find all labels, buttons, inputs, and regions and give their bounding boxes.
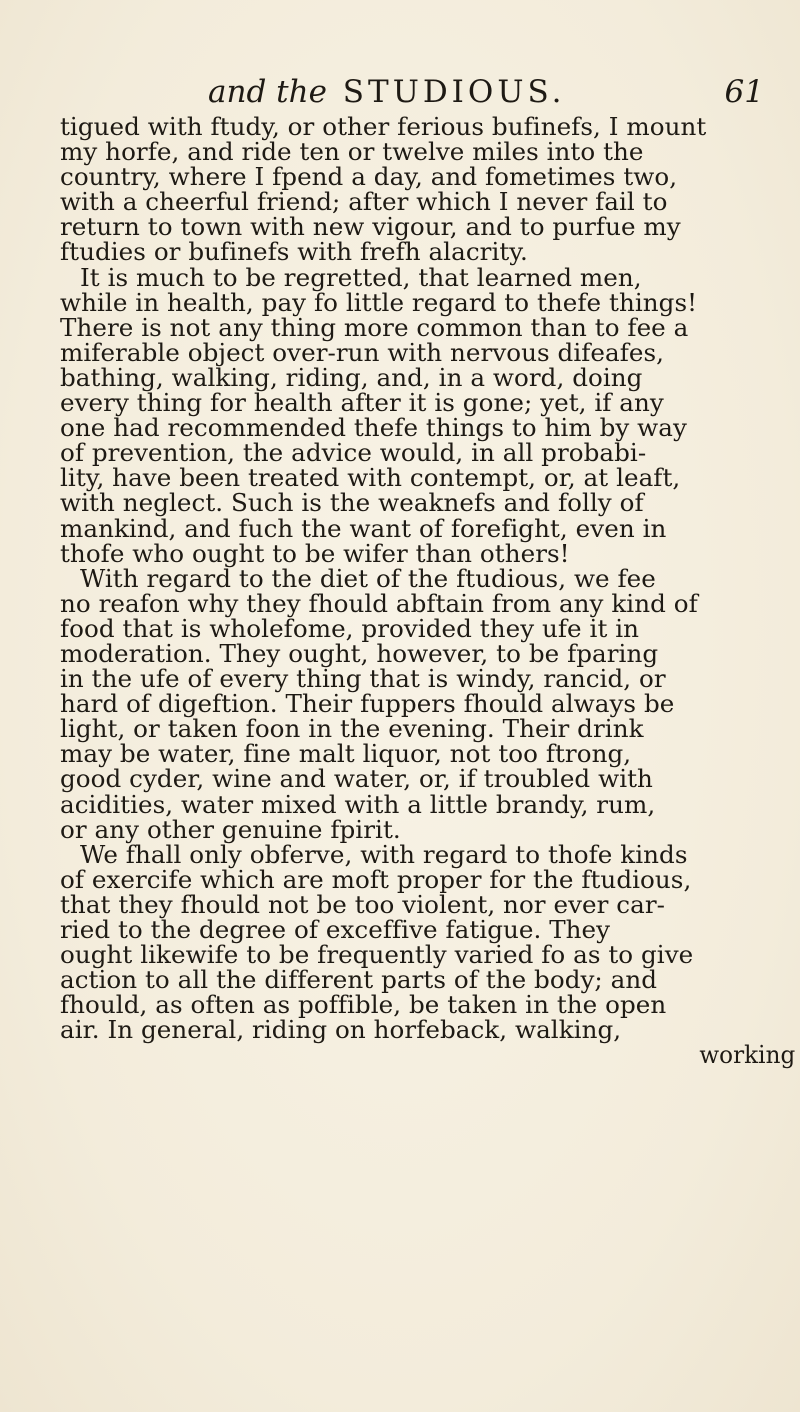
text-line: With regard to the diet of the ftudious, we fee: [80, 563, 656, 593]
text-line: moderation. They ought, however, to be fparing: [60, 638, 659, 668]
catchword: working: [699, 1040, 796, 1070]
text-line: return to town with new vigour, and to purfue my: [60, 212, 681, 242]
text-line: ought likewife to be frequently varied fo as to give: [60, 940, 694, 970]
text-line: in the ufe of every thing that is windy, rancid, or: [60, 664, 666, 694]
text-line: of exercife which are moft proper for the ftudious,: [60, 864, 692, 894]
running-head: [208, 72, 778, 112]
text-line: lity, have been treated with contempt, or, at leaft,: [60, 463, 681, 493]
text-line: country, where I fpend a day, and fometimes two,: [60, 162, 678, 192]
text-line: or any other genuine fpirit.: [60, 814, 401, 844]
text-line: that they fhould not be too violent, nor ever car-: [60, 889, 666, 919]
text-line: no reafon why they fhould abftain from any kind of: [60, 588, 698, 618]
text-line: air. In general, riding on horfeback, walking,: [60, 1015, 622, 1045]
text-line: ftudies or bufinefs with frefh alacrity.: [60, 237, 528, 267]
text-line: food that is wholefome, provided they ufe it in: [60, 613, 640, 643]
text-line: miferable object over-run with nervous difeafes,: [60, 337, 665, 367]
text-line: while in health, pay fo little regard to thefe things!: [60, 287, 698, 317]
text-line: We fhall only obferve, with regard to thofe kinds: [80, 839, 688, 869]
text-line: good cyder, wine and water, or, if troubled with: [60, 764, 653, 794]
text-line: hard of digeftion. Their fuppers fhould always be: [60, 689, 675, 719]
text-line: It is much to be regretted, that learned men,: [80, 262, 642, 292]
text-line: may be water, fine malt liquor, not too ftrong,: [60, 739, 632, 769]
text-line: every thing for health after it is gone; yet, if any: [60, 388, 664, 418]
body-text: [60, 114, 795, 1068]
text-line: ried to the degree of exceffive fatigue. They: [60, 915, 611, 944]
text-line: action to all the different parts of the body; and: [60, 965, 658, 995]
text-line: of prevention, the advice would, in all probabi-: [60, 438, 647, 468]
running-head-title: STUDIOUS.: [342, 74, 566, 110]
page-number: 61: [724, 74, 764, 110]
text-line: There is not any thing more common than to fee a: [60, 312, 689, 342]
running-head-prefix: and the: [208, 74, 327, 110]
text-line: thofe who ought to be wifer than others!: [60, 538, 570, 568]
text-line: with neglect. Such is the weaknefs and folly of: [60, 488, 644, 518]
text-line: tigued with ftudy, or other ferious bufinefs, I mount: [60, 112, 707, 141]
text-line: fhould, as often as poffible, be taken in the open: [60, 990, 667, 1020]
text-line: bathing, walking, riding, and, in a word, doing: [60, 362, 643, 392]
text-line: with a cheerful friend; after which I never fail to: [60, 187, 668, 217]
text-line: my horfe, and ride ten or twelve miles into the: [60, 137, 644, 167]
text-line: mankind, and fuch the want of forefight, even in: [60, 513, 667, 543]
text-line: acidities, water mixed with a little brandy, rum,: [60, 789, 656, 819]
text-line: one had recommended thefe things to him by way: [60, 413, 687, 443]
text-line: light, or taken foon in the evening. Their drink: [60, 714, 644, 744]
